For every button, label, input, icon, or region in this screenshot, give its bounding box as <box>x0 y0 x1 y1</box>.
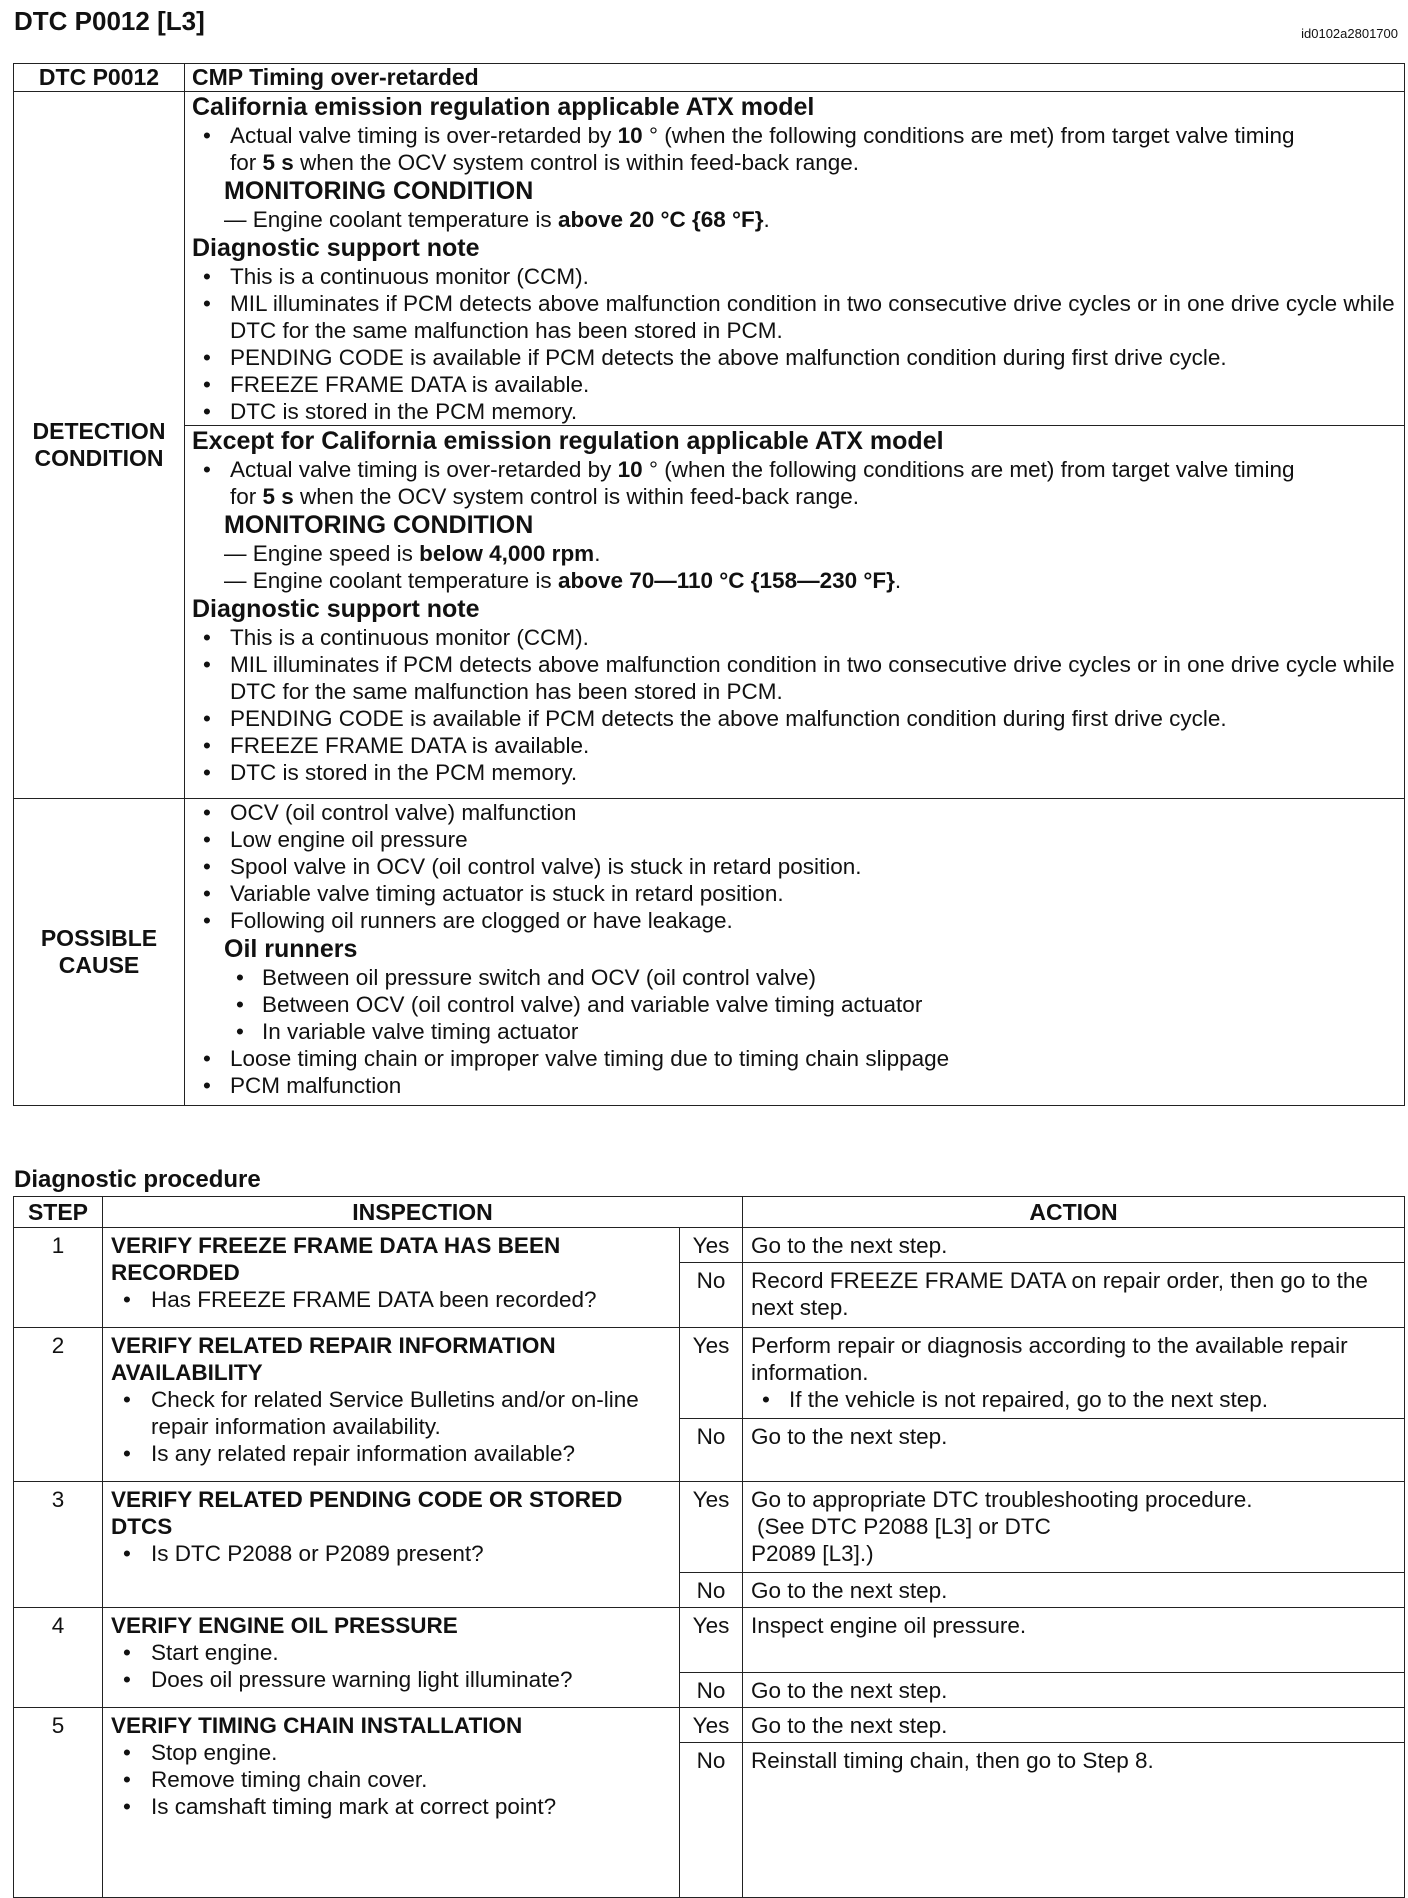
table-header-row <box>14 1197 1405 1228</box>
no-label: No <box>680 1673 743 1708</box>
list-item: • PCM malfunction <box>192 1072 1398 1099</box>
list-item: • Between OCV (oil control valve) and variable valve timing actuator <box>192 991 1398 1018</box>
reference-link[interactable]: P2089 [L3].) <box>751 1541 874 1566</box>
detection-row-california <box>14 92 1405 426</box>
inspection-heading: VERIFY RELATED REPAIR INFORMATION AVAILABILITY <box>111 1333 556 1385</box>
table-row <box>14 1708 1405 1743</box>
reference-link[interactable]: (See DTC P2088 [L3] or DTC <box>757 1514 1051 1539</box>
table-row <box>14 1608 1405 1673</box>
step-number: 4 <box>14 1608 103 1708</box>
oil-runners-heading: Oil runners <box>224 935 358 963</box>
text: when the OCV system control is within feed-back range. <box>293 484 860 509</box>
no-label: No <box>680 1743 743 1898</box>
step-number: 1 <box>14 1228 103 1328</box>
monitoring-heading: MONITORING CONDITION <box>224 511 534 539</box>
text: — Engine coolant temperature is <box>224 207 558 232</box>
monitoring-condition <box>224 206 1398 233</box>
value: above 70—110 °C {158—230 °F} <box>557 568 895 593</box>
document-id: id0102a2801700 <box>1301 26 1398 41</box>
list-item: • Check for related Service Bulletins and/or on-line repair information availability. <box>111 1386 671 1440</box>
list-item: • PENDING CODE is available if PCM detects the above malfunction condition during first drive cycle. <box>192 344 1398 371</box>
diagnostic-procedure-table <box>13 1196 1405 1898</box>
table-row <box>14 1328 1405 1419</box>
list-item: • Following oil runners are clogged or have leakage. <box>192 907 1398 934</box>
text: . <box>894 568 902 593</box>
label-line: CONDITION <box>34 445 164 471</box>
california-condition-cell <box>185 92 1405 426</box>
yes-label: Yes <box>680 1482 743 1573</box>
column-header-inspection: INSPECTION <box>103 1197 743 1228</box>
inspection-heading: VERIFY FREEZE FRAME DATA HAS BEEN RECORDED <box>111 1233 561 1285</box>
dtc-header-row <box>14 64 1405 92</box>
text: ° (when the following conditions are met) from target valve timing <box>642 123 1295 148</box>
yes-action-cell <box>743 1482 1405 1573</box>
list-item: • Has FREEZE FRAME DATA been recorded? <box>111 1286 671 1313</box>
text: — Engine speed is <box>224 541 420 566</box>
list-item: • DTC is stored in the PCM memory. <box>192 759 1398 786</box>
list-item: • Is DTC P2088 or P2089 present? <box>111 1540 671 1567</box>
list-item: • Stop engine. <box>111 1739 671 1766</box>
inspection-cell <box>103 1608 680 1708</box>
yes-action: Go to appropriate DTC troubleshooting procedure. <box>751 1487 1253 1512</box>
yes-label: Yes <box>680 1608 743 1673</box>
text: . <box>763 207 770 232</box>
section-heading: California emission regulation applicable ATX model <box>192 93 815 121</box>
section-heading: Except for California emission regulation applicable ATX model <box>192 427 944 455</box>
list-item: • In variable valve timing actuator <box>192 1018 1398 1045</box>
text: ° (when the following conditions are met) from target valve timing <box>642 457 1295 482</box>
value: below 4,000 rpm <box>419 541 595 566</box>
text: when the OCV system control is within feed-back range. <box>293 150 860 175</box>
detection-row-except <box>14 426 1405 799</box>
list-item: • PENDING CODE is available if PCM detects the above malfunction condition during first drive cycle. <box>192 705 1398 732</box>
detection-condition-label <box>14 92 185 799</box>
label-line: CAUSE <box>58 952 140 978</box>
yes-label: Yes <box>680 1708 743 1743</box>
inspection-heading: VERIFY TIMING CHAIN INSTALLATION <box>111 1713 523 1738</box>
yes-label: Yes <box>680 1328 743 1419</box>
label-line: DETECTION <box>32 418 166 444</box>
dtc-name-cell: CMP Timing over-retarded <box>185 64 1405 92</box>
no-action: Record FREEZE FRAME DATA on repair order, then go to the next step. <box>743 1263 1405 1328</box>
list-item: • This is a continuous monitor (CCM). <box>192 263 1398 290</box>
diagnostic-note-heading: Diagnostic support note <box>192 595 480 623</box>
list-item: • DTC is stored in the PCM memory. <box>192 398 1398 425</box>
text: Actual valve timing is over-retarded by <box>230 123 618 148</box>
except-condition-cell <box>185 426 1405 799</box>
section-title: Diagnostic procedure <box>14 1166 261 1193</box>
monitoring-condition <box>224 567 1398 594</box>
dtc-code-cell: DTC P0012 <box>14 64 185 92</box>
list-item <box>192 122 1398 176</box>
inspection-cell <box>103 1328 680 1482</box>
inspection-heading: VERIFY ENGINE OIL PRESSURE <box>111 1613 458 1638</box>
monitoring-condition <box>224 540 1398 567</box>
list-item: • Is any related repair information available? <box>111 1440 671 1467</box>
value: above 20 °C {68 °F} <box>557 207 764 232</box>
text: Actual valve timing is over-retarded by <box>230 457 618 482</box>
value: 5 s <box>262 484 294 509</box>
step-number: 3 <box>14 1482 103 1608</box>
list-item: • Start engine. <box>111 1639 671 1666</box>
no-action: Reinstall timing chain, then go to Step 8. <box>743 1743 1405 1898</box>
yes-action-cell <box>743 1328 1405 1419</box>
inspection-cell <box>103 1708 680 1898</box>
column-header-step: STEP <box>14 1197 103 1228</box>
inspection-cell <box>103 1482 680 1608</box>
text: for <box>230 150 263 175</box>
yes-action: Inspect engine oil pressure. <box>743 1608 1405 1673</box>
list-item: • MIL illuminates if PCM detects above malfunction condition in two consecutive drive cycles or in one drive cycle while DTC for the same malfunction has been stored in PCM. <box>192 290 1398 344</box>
inspection-heading: VERIFY RELATED PENDING CODE OR STORED DTCS <box>111 1487 623 1539</box>
column-header-action: ACTION <box>743 1197 1405 1228</box>
list-item: • Is camshaft timing mark at correct point? <box>111 1793 671 1820</box>
value: 10 <box>617 457 643 482</box>
list-item: • Does oil pressure warning light illuminate? <box>111 1666 671 1693</box>
no-action: Go to the next step. <box>743 1419 1405 1482</box>
text: . <box>594 541 601 566</box>
no-label: No <box>680 1573 743 1608</box>
no-action: Go to the next step. <box>743 1573 1405 1608</box>
dtc-summary-table <box>13 63 1405 1106</box>
list-item: • Between oil pressure switch and OCV (oil control valve) <box>192 964 1398 991</box>
text: for <box>230 484 263 509</box>
step-number: 5 <box>14 1708 103 1898</box>
possible-cause-cell <box>185 799 1405 1106</box>
list-item: • If the vehicle is not repaired, go to the next step. <box>751 1386 1398 1413</box>
list-item: • Spool valve in OCV (oil control valve) is stuck in retard position. <box>192 853 1398 880</box>
yes-action: Go to the next step. <box>743 1228 1405 1263</box>
list-item: • Loose timing chain or improper valve timing due to timing chain slippage <box>192 1045 1398 1072</box>
text: — Engine coolant temperature is <box>224 568 558 593</box>
yes-label: Yes <box>680 1228 743 1263</box>
table-row <box>14 1482 1405 1573</box>
page-title: DTC P0012 [L3] <box>14 6 205 36</box>
value: 5 s <box>262 150 294 175</box>
no-label: No <box>680 1263 743 1328</box>
monitoring-heading: MONITORING CONDITION <box>224 177 534 205</box>
list-item: • Remove timing chain cover. <box>111 1766 671 1793</box>
yes-action: Perform repair or diagnosis according to the available repair information. <box>751 1333 1348 1385</box>
table-row <box>14 1228 1405 1263</box>
value: 10 <box>617 123 643 148</box>
step-number: 2 <box>14 1328 103 1482</box>
possible-cause-row <box>14 799 1405 1106</box>
list-item: • Variable valve timing actuator is stuck in retard position. <box>192 880 1398 907</box>
no-label: No <box>680 1419 743 1482</box>
list-item: • This is a continuous monitor (CCM). <box>192 624 1398 651</box>
list-item: • Low engine oil pressure <box>192 826 1398 853</box>
diagnostic-note-heading: Diagnostic support note <box>192 234 480 262</box>
inspection-cell <box>103 1228 680 1328</box>
yes-action: Go to the next step. <box>743 1708 1405 1743</box>
list-item: • FREEZE FRAME DATA is available. <box>192 371 1398 398</box>
list-item: • MIL illuminates if PCM detects above malfunction condition in two consecutive drive cycles or in one drive cycle while DTC for the same malfunction has been stored in PCM. <box>192 651 1398 705</box>
no-action: Go to the next step. <box>743 1673 1405 1708</box>
list-item: • FREEZE FRAME DATA is available. <box>192 732 1398 759</box>
list-item: • OCV (oil control valve) malfunction <box>192 799 1398 826</box>
label-line: POSSIBLE <box>40 925 158 951</box>
possible-cause-label <box>14 799 185 1106</box>
list-item <box>192 456 1398 510</box>
